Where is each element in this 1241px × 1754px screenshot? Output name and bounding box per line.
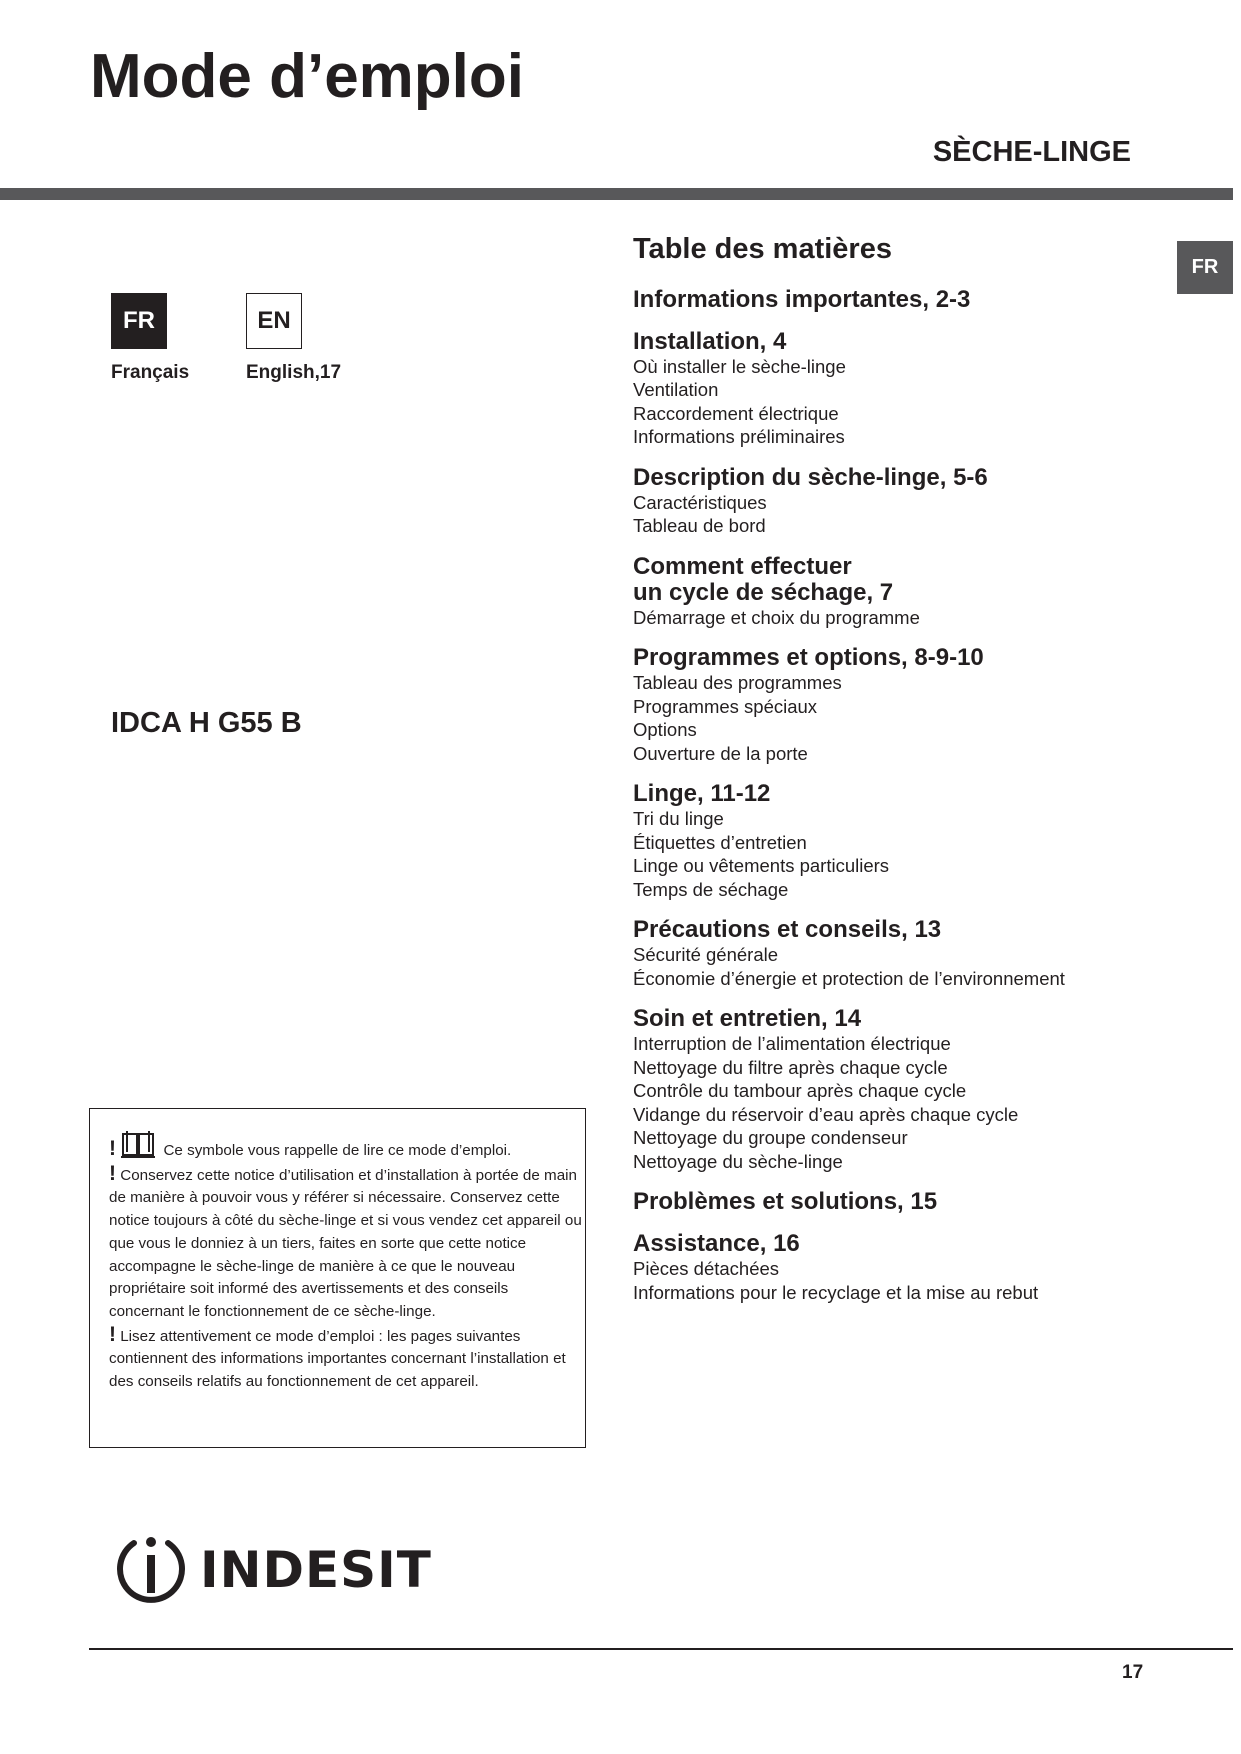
language-label-en: English,17 [246,362,342,383]
toc-heading: Précautions et conseils, 13 [633,916,942,944]
toc-item: Raccordement électrique [633,402,839,424]
table-of-contents [633,232,1173,1320]
footer-divider [89,1648,1233,1650]
toc-heading: Installation, 4 [633,327,787,355]
toc-heading: Soin et entretien, 14 [633,1005,862,1033]
toc-section [633,554,1173,630]
toc-heading: Description du sèche-linge, 5-6 [633,463,988,491]
notice-line: Lisez attentivement ce mode d’emploi : les pages suivantes contiennent des informations importantes concernant l’installation et des conseils relatifs au fonctionnement de cet appareil. [109,1327,566,1391]
toc-heading: Assistance, 16 [633,1230,800,1258]
toc-item: Pièces détachées [633,1258,780,1280]
toc-item: Tri du linge [633,808,724,830]
toc-heading-continued: un cycle de séchage, 7 [633,578,894,606]
toc-item: Programmes spéciaux [633,695,818,717]
notice-text [109,1130,585,1394]
toc-section [633,645,1173,765]
toc-item: Ventilation [633,379,719,401]
toc-item: Économie d’énergie et protection de l’environnement [633,967,1065,989]
toc-title: Table des matières [633,233,892,265]
warning-icon: ! [109,1161,116,1185]
toc-item: Tableau des programmes [633,672,842,694]
notice-paragraph [109,1163,585,1324]
toc-item: Tableau de bord [633,515,766,537]
toc-heading: Linge, 11-12 [633,780,771,808]
toc-section [633,465,1173,538]
toc-item: Nettoyage du filtre après chaque cycle [633,1056,948,1078]
notice-line: Ce symbole vous rappelle de lire ce mode d’emploi. [163,1142,512,1159]
model-number: IDCA H G55 B [111,707,302,739]
toc-item: Vidange du réservoir d’eau après chaque cycle [633,1103,1019,1125]
toc-item: Informations préliminaires [633,426,845,448]
warning-icon: ! [109,1322,116,1346]
toc-section [633,917,1173,990]
language-label-fr: Français [111,362,190,383]
toc-section [633,1006,1173,1173]
toc-item: Caractéristiques [633,491,767,513]
page-title: Mode d’emploi [90,42,524,111]
toc-item: Nettoyage du sèche-linge [633,1150,843,1172]
notice-line: Conservez cette notice d’utilisation et d’installation à portée de main de manière à pouvoir vous y référer si nécessaire. Conservez cette notice toujours à côté du sèche-linge et si vous vendez cet appareil ou que vous le donniez à un tiers, faites en sorte que cette notice accompagne le sèche-linge de manière à ce que le nouveau propriétaire soit informé des avertissements et des conseils concernant le fonctionnement de ce sèche-linge. [109,1166,582,1320]
manual-book-icon [120,1130,156,1158]
toc-item: Où installer le sèche-linge [633,355,846,377]
indesit-logo [114,1533,432,1607]
language-box-fr[interactable]: FR [111,293,167,349]
toc-item: Nettoyage du groupe condenseur [633,1127,908,1149]
toc-heading: Comment effectuer [633,552,852,580]
toc-item: Options [633,719,697,741]
toc-item: Démarrage et choix du programme [633,606,920,628]
info-circle-icon [114,1533,188,1607]
language-side-tab: FR [1177,241,1233,294]
toc-heading: Problèmes et solutions, 15 [633,1188,938,1216]
page-number: 17 [1122,1662,1144,1683]
notice-paragraph [109,1130,585,1163]
toc-heading: Informations importantes, 2-3 [633,285,971,313]
language-box-en[interactable]: EN [246,293,302,349]
brand-wordmark: INDESIT [200,1541,432,1599]
toc-item: Sécurité générale [633,944,779,966]
header-divider [0,188,1233,200]
warning-icon: ! [109,1137,116,1160]
toc-section [633,1231,1173,1304]
toc-heading: Programmes et options, 8-9-10 [633,644,984,672]
toc-item: Interruption de l’alimentation électrique [633,1033,951,1055]
toc-section [633,329,1173,449]
toc-item: Ouverture de la porte [633,742,808,764]
toc-section [633,1189,1173,1215]
product-category: SÈCHE-LINGE [932,136,1131,168]
toc-section [633,781,1173,901]
toc-item: Étiquettes d’entretien [633,831,807,853]
toc-item: Contrôle du tambour après chaque cycle [633,1080,967,1102]
toc-item: Temps de séchage [633,878,789,900]
toc-item: Informations pour le recyclage et la mise au rebut [633,1281,1039,1303]
toc-section [633,287,1173,313]
toc-item: Linge ou vêtements particuliers [633,855,890,877]
notice-paragraph [109,1324,585,1394]
